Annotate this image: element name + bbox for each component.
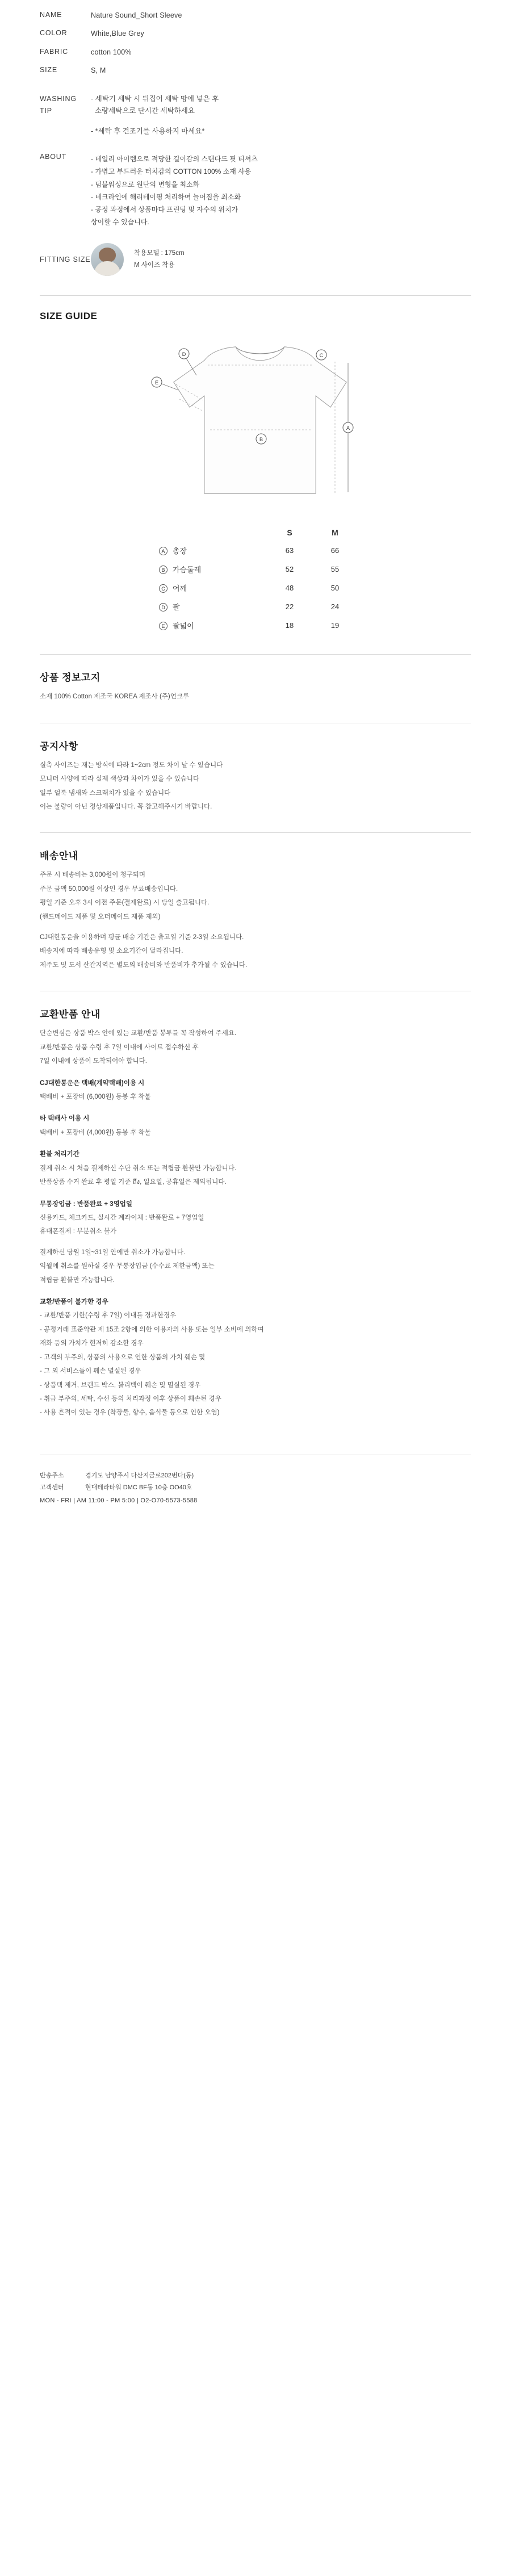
exchange-line: 익월에 취소를 원하실 경우 무통장입금 (수수료 제한금액) 또는 [40,1263,215,1270]
about-line: - 공정 과정에서 상품마다 프린팅 및 자수의 위치가 [91,205,238,213]
marker-d-icon: D [159,603,167,611]
spacer [0,1421,511,1435]
delivery-line: 주문 금액 50,000원 이상인 경우 무료배송입니다. [40,885,178,893]
size-row-s: 48 [285,584,294,593]
size-table-header-s: S [287,528,292,538]
size-row-m: 66 [330,546,340,555]
about-line: - 덤블워싱으로 원단의 변형을 최소화 [91,180,200,189]
spec-row [40,28,471,39]
table-row [153,541,358,560]
size-row-name: 어깨 [173,584,187,593]
size-row-label-e [153,616,267,635]
notice-line: 이는 불량이 아닌 정상제품입니다. 꼭 참고해주시기 바랍니다. [40,803,212,810]
about-line: - 네크라인에 해리테이핑 처리하여 늘어짐을 최소화 [91,192,241,201]
size-row-name: 팔 [173,603,180,612]
marker-e-icon: E [159,622,167,630]
size-row-m: 19 [330,621,340,630]
about-label: ABOUT [40,153,67,161]
exchange-line: - 취급 부주의, 세탁, 수선 등의 처리과정 이후 상품이 훼손된 경우 [40,1396,221,1403]
delivery-line: 배송지에 따라 배송유형 및 소요기간이 달라집니다. [40,948,183,955]
spec-table [0,0,511,77]
fitting-size-label: FITTING SIZE [40,255,91,264]
exchange-line: - 교환/반품 기한(수령 후 7일) 이내를 경과한경우 [40,1312,177,1320]
washing-line-2: 소량세탁으로 단시간 세탁하세요 [91,107,195,115]
spec-row [40,65,471,76]
table-row [153,560,358,579]
exchange-line: 결제하신 당월 1일~31일 안에만 취소가 가능합니다. [40,1249,186,1256]
delivery-line: 평일 기준 오후 3시 이전 주문(결제완료) 시 당일 출고됩니다. [40,899,210,907]
marker-b-icon: B [159,566,167,574]
product-info-block [0,684,511,703]
marker-c-icon: C [159,584,167,593]
model-avatar [91,243,124,276]
exchange-intro-line: 교환/반품은 상품 수령 후 7일 이내에 사이트 접수하신 후 [40,1044,199,1051]
exchange-title: 교환반품 안내 [40,1009,100,1020]
marker-a-icon: A [159,547,167,555]
size-row-m: 24 [330,602,340,611]
size-row-name: 가슴둘레 [173,566,202,575]
model-height: 착용모델 : 175cm [134,249,185,257]
size-row-label-b [153,560,267,579]
spec-row [40,47,471,58]
spec-value-name: Nature Sound_Short Sleeve [91,11,182,19]
spec-label-color: COLOR [40,29,68,37]
size-row-name: 팔넓이 [173,622,194,631]
size-row-label-c [153,579,267,597]
exchange-subheading: 환불 처리기간 [40,1151,79,1158]
exchange-line: 결제 취소 시 처음 결제하신 수단 취소 또는 적립금 환불만 가능합니다. [40,1165,237,1172]
spec-label-name: NAME [40,11,62,19]
exchange-block [0,1020,511,1419]
model-worn-size: M 사이즈 착용 [134,262,175,269]
size-table [153,524,358,635]
delivery-line: 제주도 및 도서 산간지역은 별도의 배송비와 반품비가 추가될 수 있습니다. [40,961,248,969]
delivery-title: 배송안내 [40,851,78,862]
footer-value-customer-center: 현대테라타워 DMC BF동 10층 OO40호 [85,1484,192,1491]
spec-label-size: SIZE [40,66,57,74]
tshirt-diagram [40,328,471,515]
about-line: 상이할 수 있습니다. [91,218,149,227]
svg-text:B: B [259,437,263,443]
size-table-header-m: M [332,528,338,538]
exchange-line: - 그 외 서비스들이 훼손 멸실된 경우 [40,1368,141,1375]
size-row-s: 63 [285,546,294,555]
exchange-subheading: 타 택배사 이용 시 [40,1115,90,1122]
washing-tip-label [40,93,91,118]
exchange-line: 신용카드, 체크카드, 실시간 계좌이체 : 반품완료 + 7영업일 [40,1214,204,1221]
washing-tip-body [91,93,219,139]
fitting-size-text [134,248,185,272]
table-row [153,616,358,635]
about-line: - 데일리 아이템으로 적당한 길이감의 스탠다드 핏 티셔츠 [91,155,258,164]
delivery-line: 주문 시 배송비는 3,000원이 청구되며 [40,872,145,879]
notice-line: 일부 얼룩 냄새와 스크래치가 있을 수 있습니다 [40,789,171,797]
svg-text:D: D [182,351,186,358]
svg-text:A: A [346,425,350,432]
exchange-line: 재화 등의 가치가 현저히 감소한 경우 [40,1340,144,1347]
svg-text:E: E [154,380,159,386]
table-row [153,597,358,616]
footer-row-return-address [40,1470,471,1482]
exchange-line: - 사용 흔적이 있는 경우 (착장물, 향수, 음식물 등으로 인한 오염) [40,1409,220,1417]
svg-text:C: C [319,353,324,359]
product-info-title: 상품 정보고지 [40,672,100,684]
washing-label-line2: TIP [40,106,52,115]
size-table-header-blank [153,524,267,541]
exchange-line: 택배비 + 포장비 (6,000원) 동봉 후 착불 [40,1094,151,1100]
exchange-intro-line: 단순변심은 상품 박스 안에 있는 교환/반품 봉투를 꼭 작성하여 주세요. [40,1030,237,1037]
spec-value-fabric: cotton 100% [91,48,132,56]
delivery-line: CJ대한통운을 이용하며 평균 배송 기간은 출고일 기준 2-3일 소요됩니다. [40,934,244,941]
washing-tip-block [0,84,511,139]
exchange-intro-line: 7일 이내에 상품이 도착되어야 합니다. [40,1058,148,1065]
size-guide-diagram-wrap [0,322,511,515]
size-row-s: 52 [285,565,294,574]
exchange-line: 택배비 + 포장비 (4,000원) 동봉 후 착불 [40,1129,151,1136]
washing-note: - *세탁 후 건조기를 사용하지 마세요* [91,127,205,136]
exchange-line: - 고객의 부주의, 상품의 사용으로 인한 상품의 가치 훼손 및 [40,1354,206,1361]
spec-value-color: White,Blue Grey [91,30,145,38]
exchange-line: - 공정거래 표준약관 제 15조 2항에 의한 이용자의 사용 또는 일부 소비에 의하여 [40,1326,264,1333]
size-row-m: 55 [330,565,340,574]
size-row-s: 22 [285,602,294,611]
table-row [153,579,358,597]
size-row-name: 총장 [173,547,187,556]
footer-business-hours: MON - FRI | AM 11:00 - PM 5:00 | O2-O70-5573-5588 [40,1497,198,1504]
size-table-header-row [153,524,358,541]
footer-key-customer-center: 고객센터 [40,1484,64,1491]
size-row-m: 50 [330,584,340,593]
product-info-line: 소재 100% Cotton 제조국 KOREA 제조사 (주)언크루 [40,693,190,701]
fitting-size-block [0,228,511,276]
exchange-line: - 상품택 제거, 브랜드 박스, 볼리백이 훼손 및 멸실된 경우 [40,1381,201,1389]
notice-title: 공지사항 [40,740,78,752]
footer-value-return-address: 경기도 남양주시 다산지금로202번다(동) [85,1472,194,1479]
notice-block [0,752,511,814]
exchange-line: 반품상품 수거 완료 후 평일 기준 ถึง, 일요일, 공휴일은 제외됩니다. [40,1179,227,1186]
exchange-subheading: 무통장입금 : 반품완료 + 3영업일 [40,1200,133,1208]
size-row-s: 18 [285,621,294,630]
washing-line-1: - 세탁기 세탁 시 뒤집어 세탁 망에 넣은 후 [91,94,219,103]
exchange-line: 적립금 환불만 가능합니다. [40,1276,115,1284]
exchange-subheading: CJ대한통운은 택배(계약택배)이용 시 [40,1079,145,1087]
about-line: - 가볍고 부드러운 터치감의 COTTON 100% 소재 사용 [91,167,252,176]
about-block [0,138,511,228]
spec-value-size: S, M [91,66,106,75]
notice-line: 실측 사이즈는 재는 방식에 따라 1~2cm 정도 차이 날 수 있습니다 [40,761,223,769]
footer [0,1455,511,1527]
notice-line: 모니터 사양에 따라 실제 색상과 차이가 있을 수 있습니다 [40,776,200,783]
size-row-label-d [153,597,267,616]
size-guide-title: SIZE GUIDE [40,311,98,322]
spec-row [40,10,471,21]
spec-label-fabric: FABRIC [40,47,68,56]
delivery-block [0,862,511,971]
exchange-line: 휴대폰결제 : 부분취소 불가 [40,1228,116,1235]
footer-row-customer-center [40,1482,471,1494]
washing-label-line1: WASHING [40,94,77,103]
footer-key-return-address: 반송주소 [40,1472,64,1479]
delivery-line: (핸드메이드 제품 및 오더메이드 제품 제외) [40,913,161,920]
size-row-label-a [153,541,267,560]
about-body [91,153,258,228]
exchange-subheading: 교환/반품이 불가한 경우 [40,1299,108,1306]
